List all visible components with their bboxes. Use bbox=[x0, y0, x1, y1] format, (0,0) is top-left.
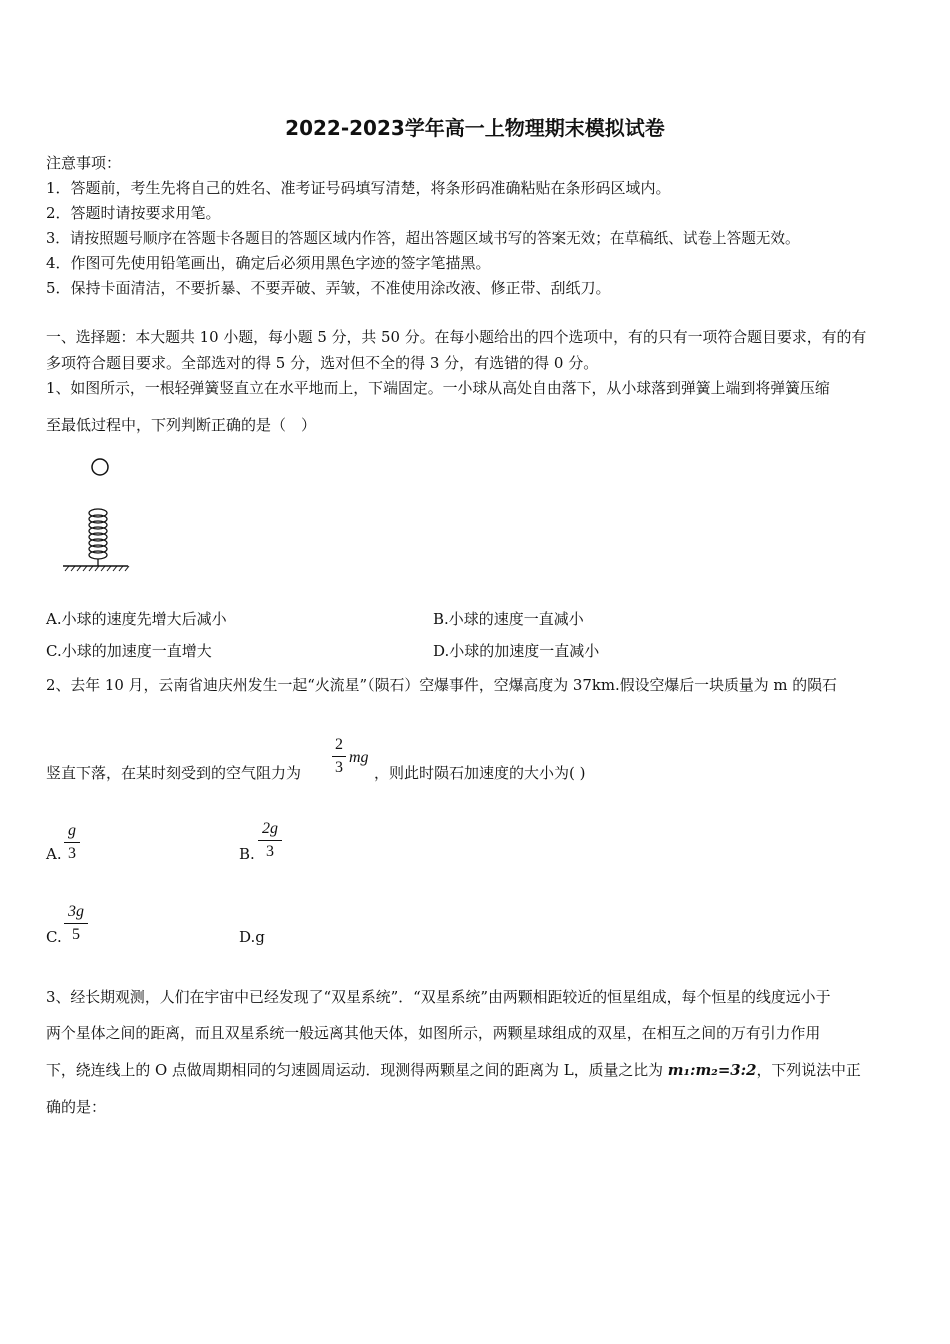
q2-option-c-label: C. bbox=[46, 928, 62, 946]
notice-item-1: 1．答题前，考生先将自己的姓名、准考证号码填写清楚，将条形码准确粘贴在条形码区域内。 bbox=[46, 179, 671, 197]
question-3-line-3 bbox=[46, 1059, 861, 1080]
question-3-line-1: 3、经长期观测，人们在宇宙中已经发现了“双星系统”．“双星系统”由两颗相距较近的恒星组成，每个恒星的线度远小于 bbox=[46, 988, 831, 1006]
notice-item-5: 5．保持卡面清洁，不要折暴、不要弄破、弄皱，不准使用涂改液、修正带、刮纸刀。 bbox=[46, 279, 611, 297]
q2-option-b-label: B. bbox=[239, 845, 255, 863]
question-3-line-3-end: ，下列说法中正 bbox=[756, 1061, 861, 1079]
notice-item-4: 4．作图可先使用铅笔画出，确定后必须用黑色字迹的签字笔描黑。 bbox=[46, 254, 491, 272]
air-resistance-denominator: 3 bbox=[335, 759, 343, 776]
q2-option-a-label: A. bbox=[46, 845, 62, 863]
q2-option-c-denominator: 5 bbox=[72, 926, 80, 943]
question-3-line-2: 两个星体之间的距离，而且双星系统一般远离其他天体，如图所示，两颗星球组成的双星，在相互之间的万有引力作用 bbox=[46, 1024, 821, 1042]
q1-option-b: B.小球的速度一直减小 bbox=[433, 610, 584, 628]
air-resistance-mg: mg bbox=[349, 749, 369, 766]
q2-option-a-numerator: g bbox=[68, 822, 76, 839]
q2-option-b-denominator: 3 bbox=[266, 843, 274, 860]
section-instructions-line-1: 一、选择题：本大题共 10 小题，每小题 5 分，共 50 分。在每小题给出的四个选项中，有的只有一项符合题目要求，有的有 bbox=[46, 328, 867, 346]
ground-hatch bbox=[63, 566, 129, 571]
q2-option-c-numerator: 3g bbox=[68, 903, 84, 920]
notice-heading: 注意事项： bbox=[46, 154, 122, 172]
q2-option-c-fraction bbox=[64, 903, 88, 944]
question-3-line-4: 确的是： bbox=[46, 1098, 107, 1116]
notice-item-3: 3．请按照题号顺序在答题卡各题目的答题区域内作答，超出答题区域书写的答案无效；在草稿纸、试卷上答题无效。 bbox=[46, 230, 800, 247]
question-2-line-1: 2、去年 10 月，云南省迪庆州发生一起“火流星”（陨石）空爆事件，空爆高度为 37km.假设空爆后一块质量为 m 的陨石 bbox=[46, 676, 837, 694]
question-1-line-1: 1、如图所示，一根轻弹簧竖直立在水平地而上，下端固定。一小球从高处自由落下，从小球落到弹簧上端到将弹簧压缩 bbox=[46, 379, 830, 397]
page-title: 2022-2023学年高一上物理期末模拟试卷 bbox=[285, 116, 665, 140]
q1-option-c: C.小球的加速度一直增大 bbox=[46, 642, 212, 660]
q2-option-b-numerator: 2g bbox=[262, 820, 278, 837]
question-3-line-3-start: 下，绕连线上的 O 点做周期相同的匀速圆周运动．现测得两颗星之间的距离为 L，质量之比为 bbox=[46, 1061, 668, 1079]
air-resistance-fraction bbox=[332, 736, 346, 777]
notice-item-2: 2．答题时请按要求用笔。 bbox=[46, 204, 221, 222]
section-instructions-line-2: 多项符合题目要求。全部选对的得 5 分，选对但不全的得 3 分，有选错的得 0 分。 bbox=[46, 354, 599, 372]
spring-coil bbox=[89, 509, 107, 566]
q1-option-a: A.小球的速度先增大后减小 bbox=[46, 610, 227, 628]
question-2-line-2-start: 竖直下落，在某时刻受到的空气阻力为 bbox=[46, 764, 302, 782]
mass-ratio: m₁:m₂=3:2 bbox=[667, 1061, 757, 1079]
q2-option-a-fraction bbox=[64, 822, 80, 863]
q1-option-d: D.小球的加速度一直减小 bbox=[433, 642, 600, 660]
spring-ball-figure bbox=[60, 455, 150, 585]
question-2-line-2-end: ，则此时陨石加速度的大小为( ) bbox=[374, 764, 586, 782]
q2-option-a-denominator: 3 bbox=[68, 845, 76, 862]
air-resistance-numerator: 2 bbox=[335, 736, 343, 753]
q2-option-d: D.g bbox=[239, 928, 265, 946]
q2-option-b-fraction bbox=[258, 820, 282, 861]
ball-circle bbox=[92, 459, 108, 475]
question-1-line-2: 至最低过程中，下列判断正确的是（ ） bbox=[46, 416, 317, 434]
